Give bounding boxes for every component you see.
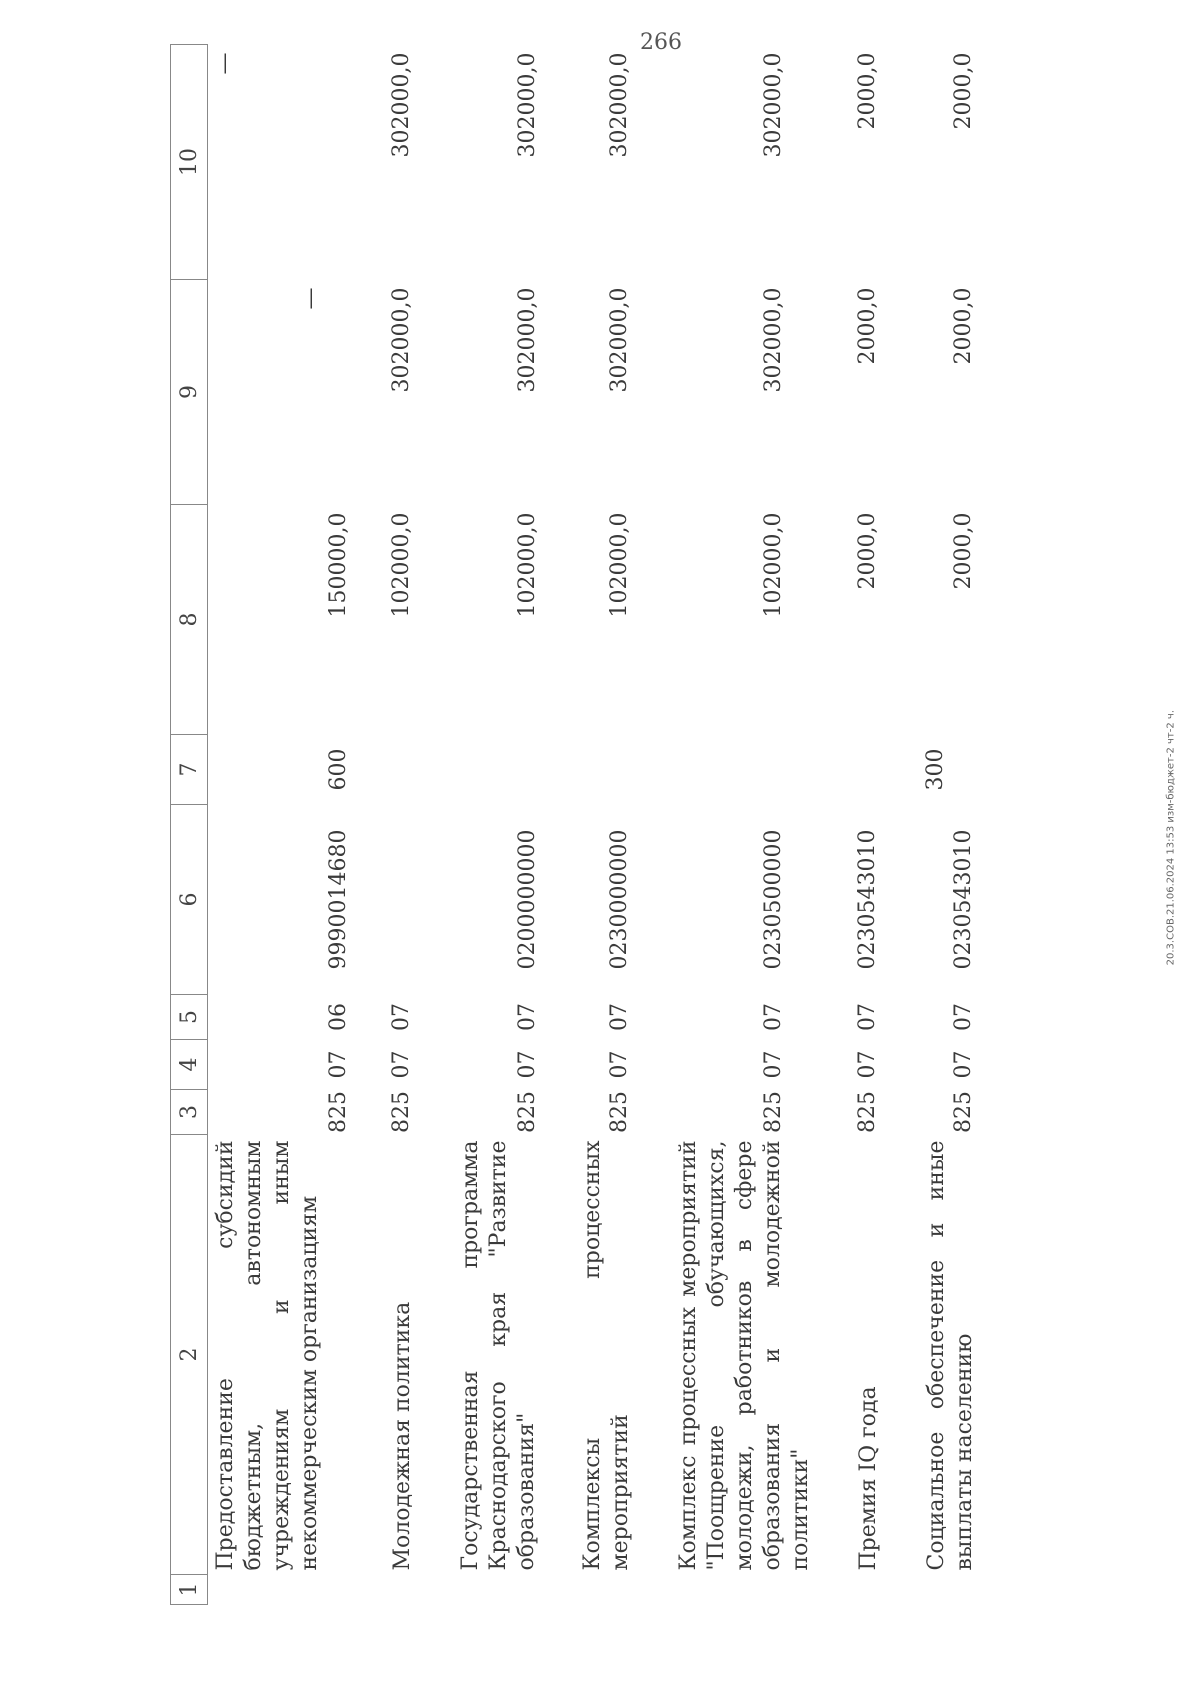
header-cell: 4 <box>171 1040 208 1090</box>
row-name: Предоставление субсидий бюджетным, автономным учреждениям и иным некоммерческим организациям <box>213 1140 322 1571</box>
cell-c4: 07 <box>515 1050 540 1079</box>
cell-c9: 302000,0 <box>761 287 786 393</box>
header-row <box>171 45 208 1605</box>
table-row <box>833 45 901 1605</box>
cell-c5: 06 <box>326 1003 351 1031</box>
cell-c7 <box>653 735 833 805</box>
cell-c9: 302000,0 <box>389 287 414 393</box>
cell-c4: 07 <box>607 1050 632 1079</box>
cell-c10: 2000,0 <box>855 52 880 130</box>
row-name: Социальное обеспечение и иные выплаты населению <box>924 1140 977 1571</box>
cell-c10: — <box>212 52 237 75</box>
cell-c4: 07 <box>326 1050 351 1079</box>
cell-c3: 825 <box>761 1091 786 1133</box>
table-row <box>653 45 833 1605</box>
cell-c9: 2000,0 <box>951 287 976 365</box>
cell-c8: 102000,0 <box>761 512 786 618</box>
document-footer: 20.3.СОВ.21.06.2024 13:53 изм-бюджет-2 чт-2 ч. <box>1165 710 1176 966</box>
cell-c10: 302000,0 <box>515 52 540 158</box>
cell-c6 <box>369 805 435 995</box>
cell-c5: 07 <box>607 1003 632 1031</box>
cell-c8: 150000,0 <box>326 512 351 618</box>
cell-c7 <box>369 735 435 805</box>
header-cell: 3 <box>171 1090 208 1135</box>
cell-c7 <box>833 735 901 805</box>
cell-c8: 2000,0 <box>855 512 880 590</box>
header-cell: 8 <box>171 505 208 735</box>
cell-c7: 300 <box>923 748 948 791</box>
cell-c3: 825 <box>951 1091 976 1133</box>
cell-c3: 825 <box>326 1091 351 1133</box>
cell-c3: 825 <box>855 1091 880 1133</box>
header-cell: 6 <box>171 805 208 995</box>
cell-c4: 07 <box>951 1050 976 1079</box>
row-name: Комплекс процессных мероприятий "Поощрение обучающихся, молодежи, работников в сфере образования и молодежной политики" <box>676 1140 813 1571</box>
page-number: 266 <box>640 30 682 55</box>
table-row <box>208 45 370 1605</box>
cell-c7 <box>435 735 559 805</box>
cell-c8: 2000,0 <box>951 512 976 590</box>
table-row <box>901 45 979 1605</box>
cell-c6: 0200000000 <box>515 829 540 970</box>
cell-c10: 302000,0 <box>607 52 632 158</box>
header-cell: 7 <box>171 735 208 805</box>
cell-c9: 302000,0 <box>607 287 632 393</box>
cell-c8: 102000,0 <box>389 512 414 618</box>
row-name: Государственная программа Краснодарского края "Развитие образования" <box>458 1140 539 1571</box>
header-cell: 5 <box>171 995 208 1040</box>
cell-c6: 0230500000 <box>761 829 786 970</box>
cell-c5: 07 <box>389 1003 414 1031</box>
cell-c3: 825 <box>515 1091 540 1133</box>
row-name: Комплексы процессных мероприятий <box>580 1140 633 1571</box>
header-cell: 2 <box>171 1135 208 1575</box>
table-row <box>559 45 653 1605</box>
table-body <box>208 45 980 1605</box>
cell-c10: 302000,0 <box>389 52 414 158</box>
cell-c9: — <box>298 287 323 310</box>
cell-c7 <box>559 735 653 805</box>
cell-c6: 0230000000 <box>607 829 632 970</box>
cell-c5: 07 <box>761 1003 786 1031</box>
cell-c8: 102000,0 <box>515 512 540 618</box>
cell-c4: 07 <box>761 1050 786 1079</box>
cell-c8: 102000,0 <box>607 512 632 618</box>
cell-c10: 2000,0 <box>951 52 976 130</box>
cell-c4: 07 <box>855 1050 880 1079</box>
budget-table-rotated <box>170 45 1040 1605</box>
row-name: Молодежная политика <box>390 1301 415 1571</box>
cell-c9: 2000,0 <box>855 287 880 365</box>
cell-c7: 600 <box>326 748 351 791</box>
budget-table <box>170 44 979 1605</box>
cell-c3: 825 <box>607 1091 632 1133</box>
cell-c6: 0230543010 <box>951 829 976 970</box>
cell-c6: 9990014680 <box>326 829 351 970</box>
table-row <box>369 45 435 1605</box>
header-cell: 10 <box>171 45 208 280</box>
cell-c5: 07 <box>951 1003 976 1031</box>
cell-c5: 07 <box>855 1003 880 1031</box>
row-name: Премия IQ года <box>856 1386 881 1571</box>
header-cell: 9 <box>171 280 208 505</box>
cell-c10: 302000,0 <box>761 52 786 158</box>
cell-c9: 302000,0 <box>515 287 540 393</box>
header-cell: 1 <box>171 1575 208 1605</box>
cell-c3: 825 <box>389 1091 414 1133</box>
cell-c5: 07 <box>515 1003 540 1031</box>
cell-c4: 07 <box>389 1050 414 1079</box>
cell-c6: 0230543010 <box>855 829 880 970</box>
table-row <box>435 45 559 1605</box>
